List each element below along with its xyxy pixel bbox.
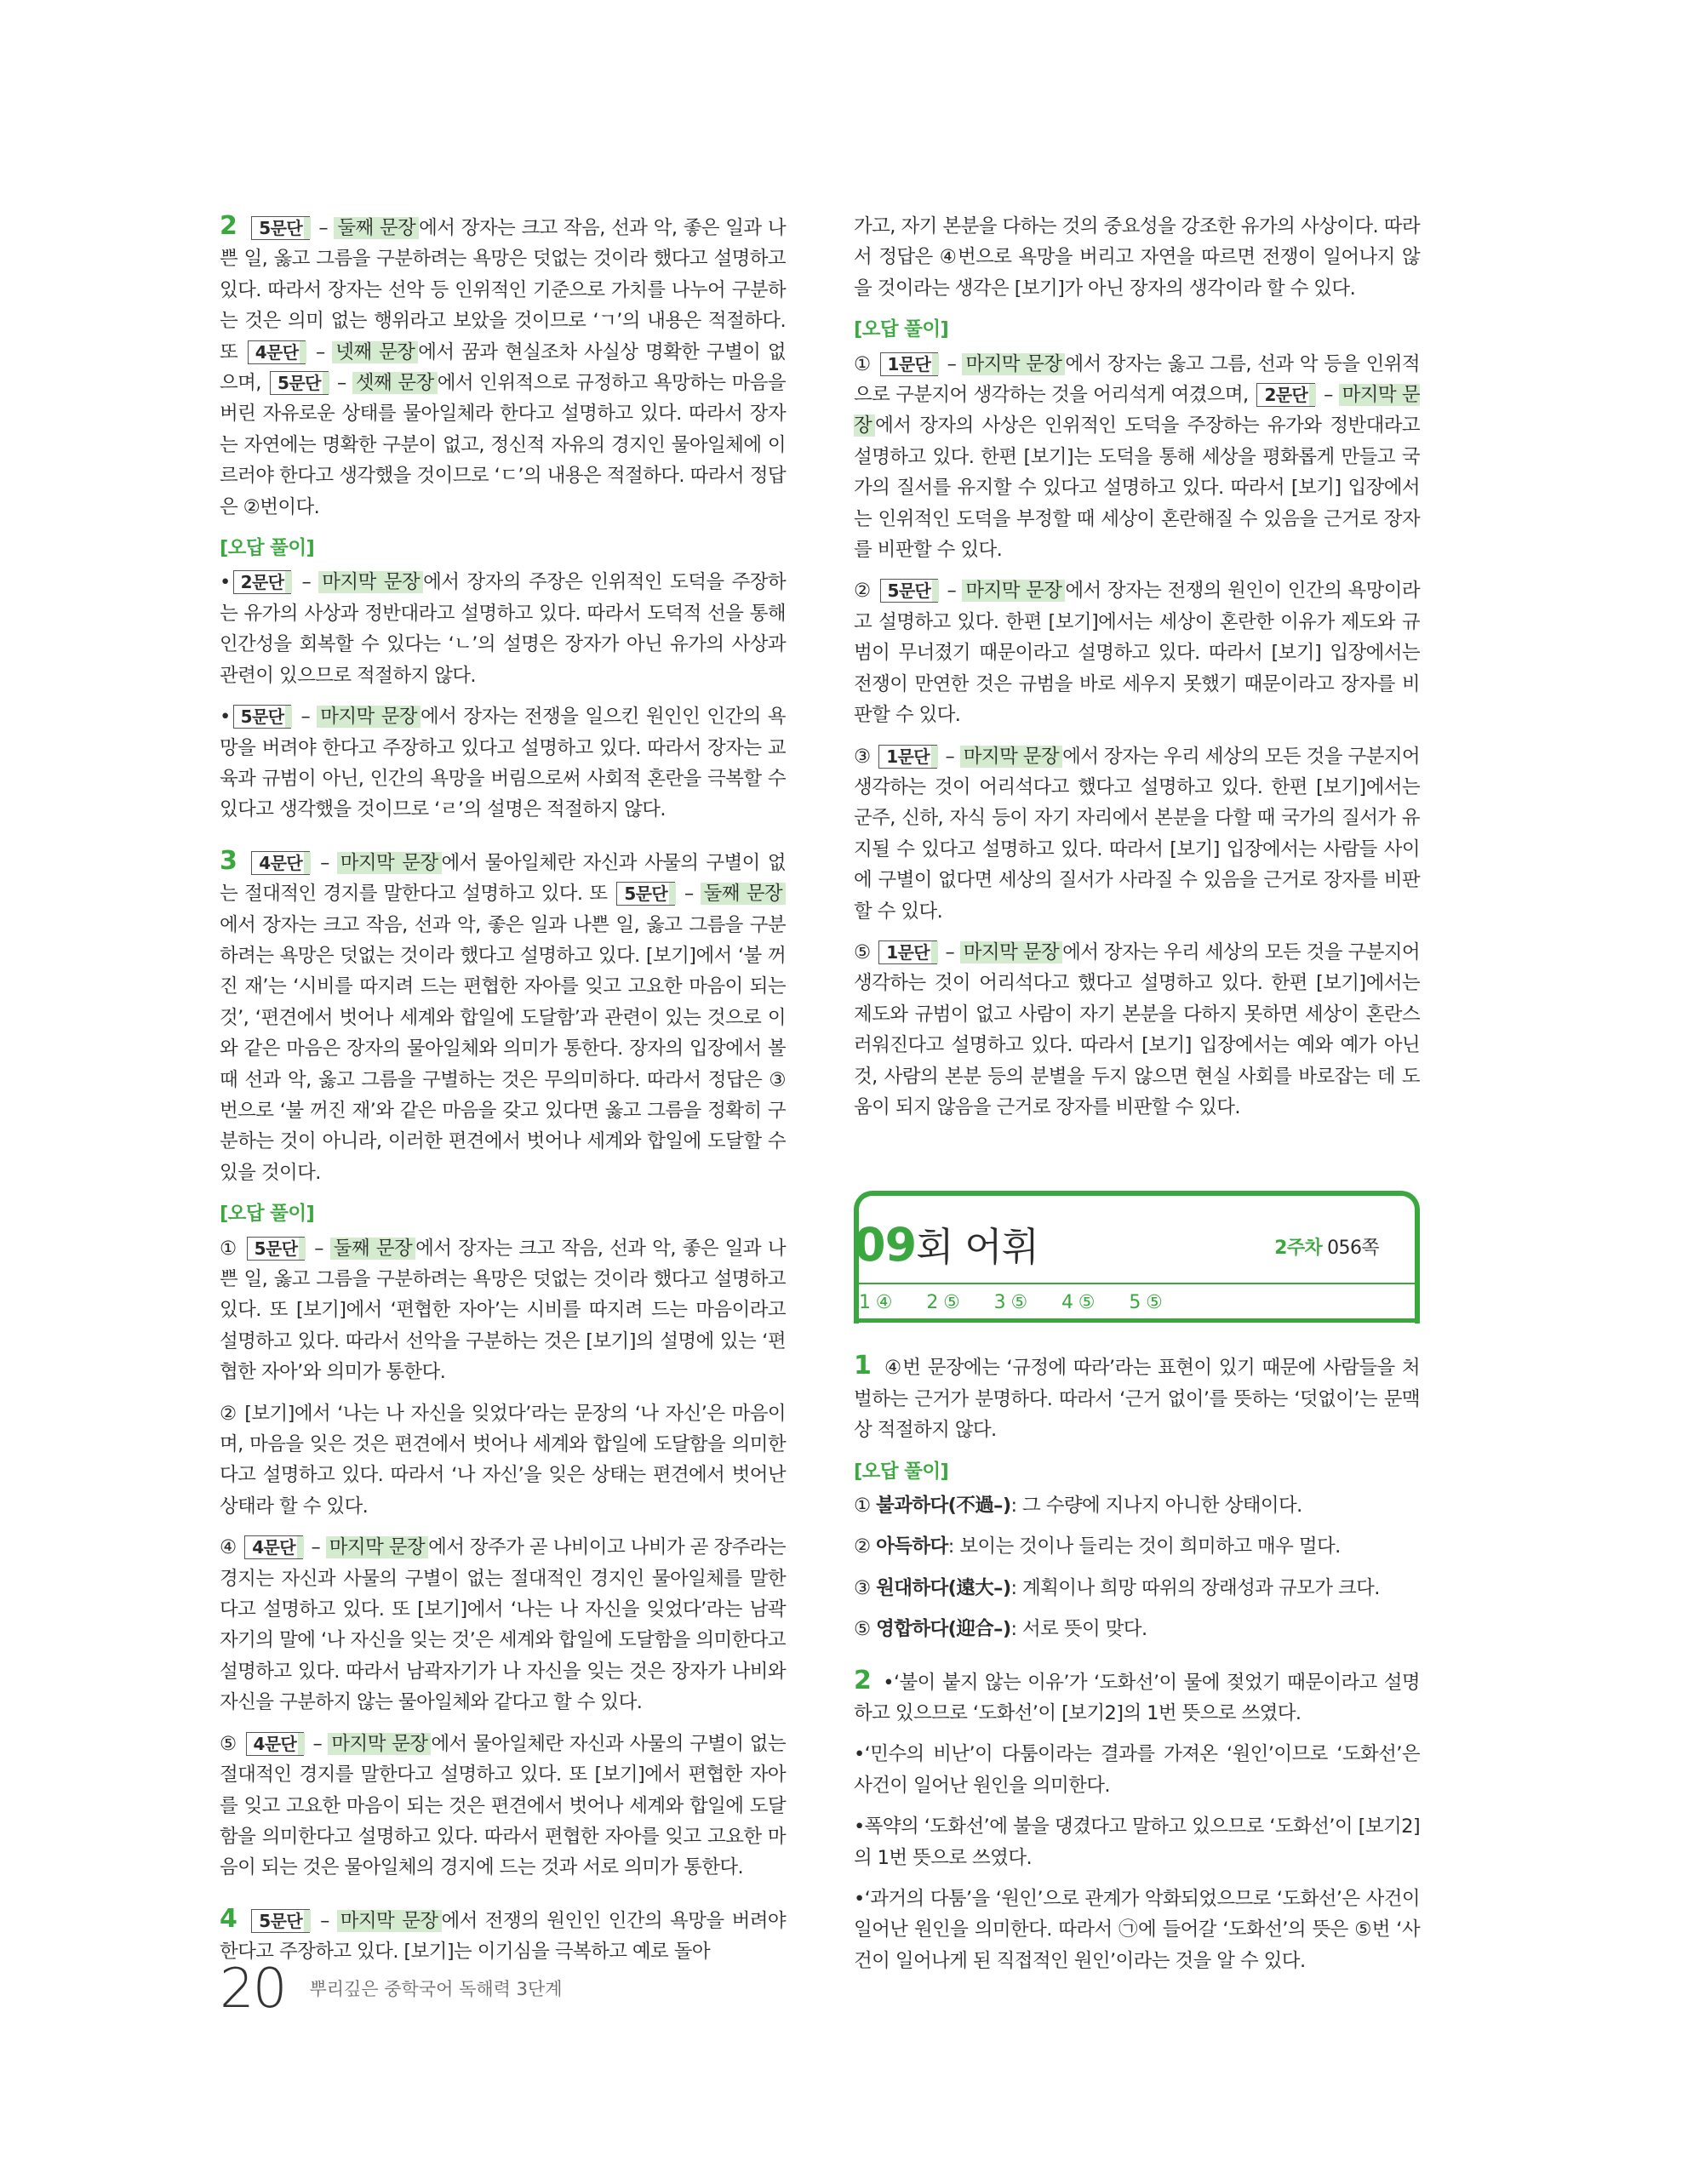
paragraph-tag: 5문단 xyxy=(251,1909,310,1933)
body-text: [보기]에서 ‘나는 나 자신을 잊었다’라는 문장의 ‘나 자신’은 마음이며, 마음을 잊은 것은 편견에서 벗어나 세계와 합일에 도달함을 의미한다고 설명하고 있다. 따라서 ‘나 자신’을 잊은 상태는 편견에서 벗어난 상태라 할 수 있다. xyxy=(220,1402,786,1518)
vocab-answer-2 xyxy=(854,1666,1420,1729)
body-text: 에서 장자의 주장은 인위적인 도덕을 주장하는 유가의 사상과 정반대라고 설명하고 있다. 따라서 도덕적 선을 통해 인간성을 회복할 수 있다는 ‘ㄴ’의 설명은 장자가 아닌 유가의 사상과 관련이 있으므로 적절하지 않다. xyxy=(220,571,786,687)
definition-text: : 그 수량에 지나지 아니한 상태이다. xyxy=(1010,1495,1302,1517)
wrong-answer-heading: [오답 풀이] xyxy=(220,1203,315,1226)
sentence-highlight: 마지막 문장 xyxy=(326,1536,428,1558)
sentence-highlight: 마지막 문장 xyxy=(962,580,1065,602)
body-text: 에서 장자의 사상은 인위적인 도덕을 주장하는 유가와 정반대라고 설명하고 있다. 한편 [보기]는 도덕을 통해 세상을 평화롭게 만들고 국가의 질서를 유지할 수 있다고 설명하고 있다. 따라서 [보기] 입장에서는 인위적인 도덕을 부정할 때 세상이 혼란해질 수 있음을 근거로 장자를 비판할 수 있다. xyxy=(854,415,1420,562)
paragraph-tag: 2문단 xyxy=(1256,383,1315,407)
option-mark: ⑤ xyxy=(854,1618,871,1641)
book-title: 뿌리깊은 중학국어 독해력 3단계 xyxy=(309,1979,563,1999)
paragraph-tag: 5문단 xyxy=(233,705,292,729)
definition-text: : 보이는 것이나 들리는 것이 희미하고 매우 멀다. xyxy=(947,1535,1341,1558)
option-item: ④ 4문단 – 마지막 문장 에서 장주가 곧 나비이고 나비가 곧 장주라는 경지는 자신과 사물의 구별이 없는 절대적인 경지인 물아일체를 말한다고 설명하고 있다. 또 [보기]에서 ‘나는 나 자신을 잊었다’라는 남곽자기의 말에 ‘나 자신을 잊는 것’은 세계와 합일에 도달함을 의미한다고 설명하고 있다. 따라서 남곽자기가 나 자신을 잊는 것은 장자가 나비와 자신을 구분하지 않는 물아일체와 같다고 할 수 있다. xyxy=(220,1536,786,1714)
body-text: 에서 장자는 전쟁의 원인이 인간의 욕망이라고 설명하고 있다. 한편 [보기]에서는 세상이 혼란한 이유가 제도와 규범이 무너졌기 때문이라고 설명하고 있다. 따라서 [보기] 입장에서는 전쟁이 만연한 것은 규범을 바로 세우지 못했기 때문이라고 장자를 비판할 수 있다. xyxy=(854,580,1420,727)
definition-item xyxy=(854,1573,1420,1604)
page-footer xyxy=(220,1958,563,2021)
section-title xyxy=(854,1218,1039,1272)
body-text: 에서 장자는 옳고 그름, 선과 악 등을 인위적으로 구분지어 생각하는 것을 어리석게 여겼으며, xyxy=(854,352,1421,407)
paragraph-tag: 5문단 xyxy=(251,216,310,240)
body-text: •‘불이 붙지 않는 이유’가 ‘도화선’이 물에 젖었기 때문이라고 설명하고 있으므로 ‘도화선’이 [보기2]의 1번 뜻으로 쓰였다. xyxy=(854,1671,1420,1725)
wrong-answer-heading: [오답 풀이] xyxy=(220,537,315,560)
week-label: 2주차 xyxy=(1274,1238,1323,1260)
body-text: 에서 장자는 크고 작음, 선과 악, 좋은 일과 나쁜 일, 옳고 그름을 구분하려는 욕망은 덧없는 것이라 했다고 설명하고 있다. [보기]에서 ‘불 꺼진 재’는 ‘시비를 따지려 드는 편협한 자아를 잊고 고요한 마음이 되는 것’, ‘편견에서 벗어나 세계와 합일에 도달함’과 관련이 있는 것으로 이와 같은 마음은 장자의 물아일체와 의미가 통한다. 장자의 입장에서 볼 때 선과 악, 옳고 그름을 구별하는 것은 무의미하다. 따라서 정답은 ③번으로 ‘불 꺼진 재’와 같은 마음을 갖고 있다면 옳고 그름을 정확히 구분하는 것이 아니라, 이러한 편견에서 벗어나 세계와 합일에 도달할 수 있을 것이다. xyxy=(220,913,786,1184)
option-mark: ② xyxy=(854,580,872,603)
question-number: 1 xyxy=(854,1351,872,1381)
vocab-word: 불과하다(不過–) xyxy=(876,1495,1011,1517)
vocabulary-answer-box xyxy=(854,1191,1420,1320)
option-mark: ② xyxy=(220,1402,238,1425)
question-number: 2 xyxy=(854,1665,872,1695)
body-text: 에서 꿈과 현실조차 사실상 명확한 구별이 없으며, xyxy=(220,340,787,395)
option-mark: ① xyxy=(220,1237,237,1260)
vocab-word: 영합하다(迎合–) xyxy=(876,1618,1011,1641)
bullet-item: •‘민수의 비난’이 다툼이라는 결과를 가져온 ‘원인’이므로 ‘도화선’은 사건이 일어난 원인을 의미한다. xyxy=(854,1743,1420,1797)
paragraph-tag: 2문단 xyxy=(233,570,292,594)
bullet: • xyxy=(220,571,231,594)
body-text: 에서 전쟁의 원인인 인간의 욕망을 버려야 한다고 주장하고 있다. [보기]는 이기심을 극복하고 예로 돌아 xyxy=(220,1909,786,1964)
bullet-item: •‘과거의 다툼’을 ‘원인’으로 관계가 악화되었으므로 ‘도화선’은 사건이 일어난 원인을 의미한다. 따라서 ㉠에 들어갈 ‘도화선’의 뜻은 ⑤번 ‘사건이 일어나게 된 직접적인 원인’이라는 것을 알 수 있다. xyxy=(854,1888,1420,1972)
option-item: ② 5문단 – 마지막 문장 에서 장자는 전쟁의 원인이 인간의 욕망이라고 설명하고 있다. 한편 [보기]에서는 세상이 혼란한 이유가 제도와 규범이 무너졌기 때문이라고 설명하고 있다. 따라서 [보기] 입장에서는 전쟁이 만연한 것은 규범을 바로 세우지 못했기 때문이라고 장자를 비판할 수 있다. xyxy=(854,580,1420,727)
paragraph-tag: 4문단 xyxy=(251,851,310,875)
definition-text: : 계획이나 희망 따위의 장래성과 규모가 크다. xyxy=(1010,1576,1380,1599)
body-text: 에서 장자는 전쟁을 일으킨 원인인 인간의 욕망을 버려야 한다고 주장하고 있다고 설명하고 있다. 따라서 장자는 교육과 규범이 아닌, 인간의 욕망을 버림으로써 사회적 혼란을 극복할 수 있다고 생각했을 것이므로 ‘ㄹ’의 설명은 적절하지 않다. xyxy=(220,706,786,821)
paragraph-tag: 4문단 xyxy=(244,1535,303,1559)
vocab-answer-1 xyxy=(854,1351,1420,1445)
divider xyxy=(854,1318,1420,1323)
answer-2-paragraph: 2 5문단 – 둘째 문장 에서 장자는 크고 작음, 선과 악, 좋은 일과 나쁜 일, 옳고 그름을 구분하려는 욕망은 덧없는 것이라 했다고 설명하고 있다. 따라서 장자는 선악 등 인위적인 기준으로 가치를 나누어 구분하는 것은 의미 없는 행위라고 보았을 것이므로 ‘ㄱ’의 내용은 적절하다. 또 4문단 – 넷째 문장 에서 꿈과 현실조차 사실상 명확한 구별이 없으며, 5문단 – 셋째 문장 에서 인위적으로 규정하고 욕망하는 마음을 버린 자유로운 상태를 물아일체라 한다고 설명하고 있다. 따라서 장자는 자연에는 명확한 구분이 없고, 정신적 자유의 경지인 물아일체에 이르러야 한다고 생각했을 것이므로 ‘ㄷ’의 내용은 적절하다. 따라서 정답은 ②번이다. xyxy=(220,211,787,518)
body-text: 에서 물아일체란 자신과 사물의 구별이 없는 절대적인 경지를 말한다고 설명하고 있다. 또 xyxy=(220,851,786,906)
sentence-highlight: 마지막 문장 xyxy=(337,852,442,874)
continued-paragraph: 가고, 자기 본분을 다하는 것의 중요성을 강조한 유가의 사상이다. 따라서 정답은 ④번으로 욕망을 버리고 자연을 따르면 전쟁이 일어나지 않을 것이라는 생각은 [보기]가 아닌 장자의 생각이라 할 수 있다. xyxy=(854,215,1420,300)
option-item: ③ 1문단 – 마지막 문장 에서 장자는 우리 세상의 모든 것을 구분지어 생각하는 것이 어리석다고 했다고 설명하고 있다. 한편 [보기]에서는 군주, 신하, 자식 등이 자기 자리에서 본분을 다할 때 국가의 질서가 유지될 수 있다고 설명하고 있다. 따라서 [보기] 입장에서는 사람들 사이에 구별이 없다면 세상의 질서가 사라질 수 있음을 근거로 장자를 비판할 수 있다. xyxy=(854,745,1420,923)
body-text: 에서 장자는 우리 세상의 모든 것을 구분지어 생각하는 것이 어리석다고 했다고 설명하고 있다. 한편 [보기]에서는 군주, 신하, 자식 등이 자기 자리에서 본분을 다할 때 국가의 질서가 유지될 수 있다고 설명하고 있다. 따라서 [보기] 입장에서는 사람들 사이에 구별이 없다면 세상의 질서가 사라질 수 있음을 근거로 장자를 비판할 수 있다. xyxy=(854,745,1420,923)
answer-key-item: 2 ⑤ xyxy=(926,1292,960,1314)
vocab-word: 원대하다(遠大–) xyxy=(876,1576,1011,1599)
paragraph-tag: 4문단 xyxy=(248,340,306,364)
paragraph-tag: 5문단 xyxy=(880,579,939,603)
sentence-highlight: 마지막 문장 xyxy=(962,353,1065,375)
sentence-highlight: 마지막 문장 xyxy=(960,941,1062,963)
option-mark: ⑤ xyxy=(220,1732,237,1755)
answer-key-item: 5 ⑤ xyxy=(1129,1292,1163,1314)
paragraph-tag: 5문단 xyxy=(270,371,329,395)
answer-key-item: 4 ⑤ xyxy=(1061,1292,1095,1314)
option-mark: ① xyxy=(854,352,872,375)
paragraph-tag: 4문단 xyxy=(246,1732,305,1756)
question-number: 3 xyxy=(220,845,237,876)
page-number: 20 xyxy=(220,1958,286,2021)
answer-4-paragraph: 4 5문단 – 마지막 문장 에서 전쟁의 원인인 인간의 욕망을 버려야 한다고 주장하고 있다. [보기]는 이기심을 극복하고 예로 돌아 xyxy=(220,1903,786,1964)
wrong-answer-heading: [오답 풀이] xyxy=(854,318,949,341)
bullet-item: • 2문단 – 마지막 문장 에서 장자의 주장은 인위적인 도덕을 주장하는 유가의 사상과 정반대라고 설명하고 있다. 따라서 도덕적 선을 통해 인간성을 회복할 수 있다는 ‘ㄴ’의 설명은 장자가 아닌 유가의 사상과 관련이 있으므로 적절하지 않다. xyxy=(220,571,786,687)
body-text: 에서 장주가 곧 나비이고 나비가 곧 장주라는 경지는 자신과 사물의 구별이 없는 절대적인 경지인 물아일체를 말한다고 설명하고 있다. 또 [보기]에서 ‘나는 나 자신을 잊었다’라는 남곽자기의 말에 ‘나 자신을 잊는 것’은 세계와 합일에 도달함을 의미한다고 설명하고 있다. 따라서 남곽자기가 나 자신을 잊는 것은 장자가 나비와 자신을 구분하지 않는 물아일체와 같다고 할 수 있다. xyxy=(220,1536,786,1714)
definition-item xyxy=(854,1614,1420,1644)
question-number: 4 xyxy=(220,1903,237,1934)
sentence-highlight: 둘째 문장 xyxy=(701,883,786,905)
answer-key xyxy=(859,1288,1191,1318)
sentence-highlight: 마지막 문장 xyxy=(337,1910,442,1932)
answer-key-item: 3 ⑤ xyxy=(993,1292,1027,1314)
paragraph-tag: 1문단 xyxy=(878,745,937,769)
page-reference: 056쪽 xyxy=(1327,1238,1379,1260)
sentence-highlight: 마지막 문장 xyxy=(317,706,420,728)
sentence-highlight: 둘째 문장 xyxy=(330,1238,415,1260)
answer-key-item: 1 ④ xyxy=(859,1292,892,1314)
option-mark: ① xyxy=(854,1495,871,1517)
body-text: 에서 물아일체란 자신과 사물의 구별이 없는 절대적인 경지를 말한다고 설명하고 있다. 또 [보기]에서 편협한 자아를 잊고 고요한 마음이 되는 것은 편견에서 벗어나 세계와 합일에 도달함을 의미한다고 설명하고 있다. 따라서 편협한 자아를 잊고 고요한 마음이 되는 것은 물아일체의 경지에 드는 것과 서로 의미가 통한다. xyxy=(220,1732,786,1879)
option-mark: ② xyxy=(854,1535,871,1558)
question-number: 2 xyxy=(220,211,237,241)
sentence-highlight: 넷째 문장 xyxy=(332,341,418,363)
body-text: 에서 장자는 크고 작음, 선과 악, 좋은 일과 나쁜 일, 옳고 그름을 구분하려는 욕망은 덧없는 것이라 했다고 설명하고 있다. 따라서 장자는 선악 등 인위적인 기준으로 가치를 나누어 구분하는 것은 의미 없는 행위라고 보았을 것이므로 ‘ㄱ’의 내용은 적절하다. 또 xyxy=(220,217,786,363)
body-text: 에서 장자는 크고 작음, 선과 악, 좋은 일과 나쁜 일, 옳고 그름을 구분하려는 욕망은 덧없는 것이라 했다고 설명하고 있다. 또 [보기]에서 ‘편협한 자아’는 시비를 따지려 드는 마음이라고 설명하고 있다. 따라서 선악을 구분하는 것은 [보기]의 설명에 있는 ‘편협한 자아’와 의미가 통한다. xyxy=(220,1237,786,1384)
section-title-text: 회 어휘 xyxy=(916,1224,1039,1271)
body-text: 에서 인위적으로 규정하고 욕망하는 마음을 버린 자유로운 상태를 물아일체라 한다고 설명하고 있다. 따라서 장자는 자연에는 명확한 구분이 없고, 정신적 자유의 경지인 물아일체에 이르러야 한다고 생각했을 것이므로 ‘ㄷ’의 내용은 적절하다. 따라서 정답은 ②번이다. xyxy=(220,372,787,518)
wrong-answer-heading: [오답 풀이] xyxy=(854,1460,949,1483)
definition-item xyxy=(854,1531,1420,1562)
option-item: ① 5문단 – 둘째 문장 에서 장자는 크고 작음, 선과 악, 좋은 일과 나쁜 일, 옳고 그름을 구분하려는 욕망은 덧없는 것이라 했다고 설명하고 있다. 또 [보기]에서 ‘편협한 자아’는 시비를 따지려 드는 마음이라고 설명하고 있다. 따라서 선악을 구분하는 것은 [보기]의 설명에 있는 ‘편협한 자아’와 의미가 통한다. xyxy=(220,1237,786,1384)
option-item: ① 1문단 – 마지막 문장 에서 장자는 옳고 그름, 선과 악 등을 인위적으로 구분지어 생각하는 것을 어리석게 여겼으며, 2문단 – 마지막 문장 에서 장자의 사상은 인위적인 도덕을 주장하는 유가와 정반대라고 설명하고 있다. 한편 [보기]는 도덕을 통해 세상을 평화롭게 만들고 국가의 질서를 유지할 수 있다고 설명하고 있다. 따라서 [보기] 입장에서는 인위적인 도덕을 부정할 때 세상이 혼란해질 수 있음을 근거로 장자를 비판할 수 있다. xyxy=(854,352,1421,562)
option-mark: ⑤ xyxy=(854,940,871,963)
right-column xyxy=(854,211,1420,1987)
left-column xyxy=(220,211,786,1978)
option-mark: ③ xyxy=(854,745,871,768)
definition-text: : 서로 뜻이 맞다. xyxy=(1010,1618,1147,1641)
paragraph-tag: 5문단 xyxy=(247,1237,306,1261)
bullet-item: •폭약의 ‘도화선’에 불을 댕겼다고 말하고 있으므로 ‘도화선’이 [보기2]의 1번 뜻으로 쓰였다. xyxy=(854,1815,1420,1869)
sentence-highlight: 마지막 문장 xyxy=(854,384,1420,437)
answer-3-paragraph: 3 4문단 – 마지막 문장 에서 물아일체란 자신과 사물의 구별이 없는 절대적인 경지를 말한다고 설명하고 있다. 또 5문단 – 둘째 문장에서 장자는 크고 작음, 선과 악, 좋은 일과 나쁜 일, 옳고 그름을 구분하려는 욕망은 덧없는 것이라 했다고 설명하고 있다. [보기]에서 ‘불 꺼진 재’는 ‘시비를 따지려 드는 편협한 자아를 잊고 고요한 마음이 되는 것’, ‘편견에서 벗어나 세계와 합일에 도달함’과 관련이 있는 것으로 이와 같은 마음은 장자의 물아일체와 의미가 통한다. 장자의 입장에서 볼 때 선과 악, 옳고 그름을 구별하는 것은 무의미하다. 따라서 정답은 ③번으로 ‘불 꺼진 재’와 같은 마음을 갖고 있다면 옳고 그름을 정확히 구분하는 것이 아니라, 이러한 편견에서 벗어나 세계와 합일에 도달할 수 있을 것이다. xyxy=(220,845,786,1184)
sentence-highlight: 셋째 문장 xyxy=(352,372,438,394)
definition-item xyxy=(854,1490,1420,1521)
section-number: 09 xyxy=(854,1218,917,1272)
option-item: ⑤ 1문단 – 마지막 문장 에서 장자는 우리 세상의 모든 것을 구분지어 생각하는 것이 어리석다고 했다고 설명하고 있다. 한편 [보기]에서는 제도와 규범이 없고 사람이 자기 본분을 다하지 못하면 세상이 혼란스러워진다고 설명하고 있다. 따라서 [보기] 입장에서는 예와 예가 아닌 것, 사람의 본분 등의 분별을 두지 않으면 현실 사회를 바로잡는 데 도움이 되지 않음을 근거로 장자를 비판할 수 있다. xyxy=(854,940,1420,1118)
sentence-highlight: 둘째 문장 xyxy=(334,217,419,239)
paragraph-tag: 5문단 xyxy=(616,882,675,906)
sentence-highlight: 마지막 문장 xyxy=(960,746,1062,768)
body-text: ④번 문장에는 ‘규정에 따라’라는 표현이 있기 때문에 사람들을 처벌하는 근거가 분명하다. 따라서 ‘근거 없이’를 뜻하는 ‘덧없이’는 문맥상 적절하지 않다. xyxy=(854,1357,1420,1442)
body-text: 에서 장자는 우리 세상의 모든 것을 구분지어 생각하는 것이 어리석다고 했다고 설명하고 있다. 한편 [보기]에서는 제도와 규범이 없고 사람이 자기 본분을 다하지 못하면 세상이 혼란스러워진다고 설명하고 있다. 따라서 [보기] 입장에서는 예와 예가 아닌 것, 사람의 본분 등의 분별을 두지 않으면 현실 사회를 바로잡는 데 도움이 되지 않음을 근거로 장자를 비판할 수 있다. xyxy=(854,940,1420,1118)
option-mark: ③ xyxy=(854,1576,871,1599)
week-reference xyxy=(1274,1233,1379,1264)
bullet: • xyxy=(220,706,231,729)
bullet-item: • 5문단 – 마지막 문장 에서 장자는 전쟁을 일으킨 원인인 인간의 욕망을 버려야 한다고 주장하고 있다고 설명하고 있다. 따라서 장자는 교육과 규범이 아닌, 인간의 욕망을 버림으로써 사회적 혼란을 극복할 수 있다고 생각했을 것이므로 ‘ㄹ’의 설명은 적절하지 않다. xyxy=(220,706,786,821)
option-item xyxy=(220,1398,786,1523)
paragraph-tag: 1문단 xyxy=(878,940,937,964)
divider xyxy=(854,1283,1420,1284)
sentence-highlight: 마지막 문장 xyxy=(328,1733,431,1755)
sentence-highlight: 마지막 문장 xyxy=(318,571,423,593)
paragraph-tag: 1문단 xyxy=(880,352,939,376)
option-mark: ④ xyxy=(220,1536,237,1559)
vocab-word: 아득하다 xyxy=(876,1535,948,1558)
option-item: ⑤ 4문단 – 마지막 문장 에서 물아일체란 자신과 사물의 구별이 없는 절대적인 경지를 말한다고 설명하고 있다. 또 [보기]에서 편협한 자아를 잊고 고요한 마음이 되는 것은 편견에서 벗어나 세계와 합일에 도달함을 의미한다고 설명하고 있다. 따라서 편협한 자아를 잊고 고요한 마음이 되는 것은 물아일체의 경지에 드는 것과 서로 의미가 통한다. xyxy=(220,1732,786,1879)
